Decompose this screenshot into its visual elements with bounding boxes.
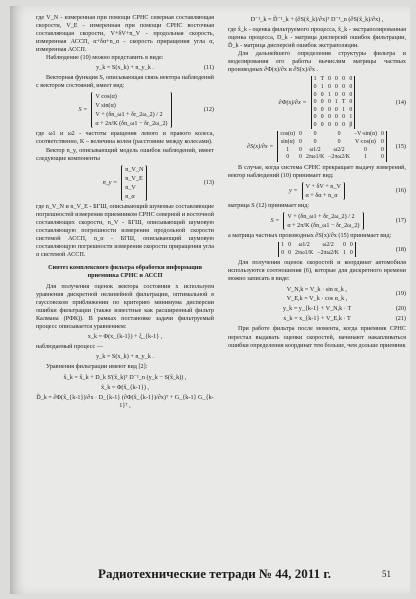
- equation-number: (15): [395, 142, 406, 150]
- equation-16: y = V + δV + n_V α + δα + n_α (16): [289, 182, 406, 199]
- equation-12: [36, 92, 214, 128]
- paragraph: В случае, когда система СРНС прекращает выдачу измерений, вектор наблюдений (10) принимает вид:: [228, 163, 406, 179]
- vector-y: [302, 182, 345, 200]
- vector-row: α + δα + n_α: [305, 191, 338, 199]
- paragraph: где n_V_N и n_V_E - БГШ, описывающий шумовые составляющие погрешностей измерения приемником СРНС северной и восточной составляющих скорости, n_V - БГШ, описывающий шумовую составляющую погрешности измерения продольной скорости системой АССП, n_α - БГШ, описывающий шумовую составляющую погрешности измерения скорости приращения угла α системой АССП.: [36, 202, 214, 258]
- paragraph: матрица S (12) принимает вид:: [228, 201, 310, 209]
- paragraph: При работе фильтра после момента, когда приемник СРНС перестал выдавать оценки скоростей, начинают накапливаться ошибки определения координат тем больше, чем дольше приемник: [228, 325, 406, 349]
- vector-ny: [121, 165, 147, 201]
- paragraph: Уравнения фильтрации имеют вид [2]:: [46, 363, 148, 371]
- vector-row: α + 2π/K (δn_ω1 − δr_2ω_2): [95, 120, 168, 128]
- equation-text: y_k = S(x_k) + n_y_k .: [96, 64, 154, 72]
- equation-lhs: S =: [78, 106, 88, 114]
- vector-row: V sin(α): [95, 102, 116, 110]
- equation-text: V_E,k = V_k · cos α_k ,: [286, 295, 348, 303]
- equation-number: (13): [203, 178, 214, 186]
- paragraph: где V_N - измеренная при помощи СРНС северная составляющая скорости, V_E - измеренная при помощи СРНС восточная составляющая скорости, V+δV+n_V - продольная скорость, измеренная АССП, α+δα+n_α - скорость приращения угла α, измеренная АССП.: [36, 14, 214, 54]
- equation-number: (20): [395, 305, 406, 313]
- paragraph: Для получения оценок вектора состояния x используем уравнения дискретной нелинейной фильтрации, оптимальной в гауссовском приближении по критерию минимума дисперсии ошибки фильтрации (также известные как расширенный фильтр Калмана (РФК)). В рамках постановке задачи фильтруемый процесс описывается уравнением:: [36, 283, 214, 331]
- equation-19: [228, 285, 406, 303]
- equation-text: V_N,k = V_k · sin α_k ,: [286, 286, 347, 294]
- equation-number: (17): [395, 216, 406, 224]
- equation-lhs: ∂S(x)/∂x =: [247, 142, 274, 150]
- equation-number: (19): [395, 290, 406, 298]
- equation-lhs: ∂Φ(x)/∂x =: [278, 98, 307, 106]
- vector-row: V + (δn_ω1 + δr_2ω_2) / 2: [95, 111, 163, 119]
- equation-process: x_k = Φ(x_{k-1}) + ξ_{k-1} ,: [87, 333, 163, 341]
- vector-row: n_V_N: [125, 165, 144, 173]
- equation-text: x_k = x_{k-1} + V_E,k · T: [283, 315, 351, 323]
- equation-number: (11): [203, 64, 214, 72]
- paragraph: Для получения оценок скоростей и координат автомобиля используются соотношения (6), которые для дискретного времени можно записать в виде:: [228, 259, 406, 283]
- equation-15: [228, 131, 406, 161]
- equation-observation: y_k = S(x_k) + n_y_k .: [96, 353, 154, 361]
- equation-21: [228, 315, 406, 323]
- equation-number: (16): [395, 186, 406, 194]
- vector-row: V + (δn_ω1 + δr_2ω_2) / 2: [287, 213, 355, 220]
- equation-20: [228, 305, 406, 313]
- equation-18: [228, 242, 406, 257]
- paragraph: наблюдаемый процесс —: [36, 343, 103, 351]
- journal-page: [10, 6, 410, 594]
- vector-row: V + δV + n_V: [305, 182, 341, 190]
- journal-footer: Радиотехнические тетради № 44, 2011 г.: [98, 566, 332, 581]
- paragraph: где ω1 и ω2 - частоты вращения левого и правого колеса, соответственно, K – величина колеи (расстояние между колесами).: [36, 130, 214, 146]
- matrix-dS-reduced: 1 0 ω1/2 ω2/2 0 0 0 0 2πω1/K −2πω2/K 1 0: [278, 242, 356, 257]
- page-number: 51: [382, 569, 391, 579]
- equation-number: (21): [395, 315, 406, 323]
- vector-s: [91, 92, 171, 128]
- paragraph: Вектор n_y, описывающий модель ошибок наблюдений, имеет следующие компоненты: [36, 146, 214, 162]
- equation-number: (12): [203, 106, 214, 114]
- left-column: [36, 14, 214, 412]
- paragraph: а матрица частных производных ∂S(x)/∂x (15) принимает вид:: [228, 232, 392, 239]
- right-column: [228, 14, 406, 350]
- matrix-dS: cos(α) 0 0 0 −V·sin(α) 0 sin(α) 0 0 0 V·cos(α) 0 1 0 ω1/2 ω2/2 0 0 0 0 2πω1/K −2πω2/K 1 0: [277, 131, 386, 161]
- equation-14: [228, 76, 406, 129]
- paragraph: Для дальнейшего определения структуры фильтра и моделирования его работы вычислим матрицы частных производных ∂Φ(x)/∂x и ∂S(x)/∂x .: [228, 50, 406, 74]
- equation-11: [36, 64, 214, 72]
- section-heading: Синтез комплексного фильтра обработки информации приемника СРНС и АССП: [48, 263, 202, 279]
- equation-lhs: n_y =: [102, 178, 118, 186]
- vector-row: n_V_E: [125, 174, 143, 182]
- vector-row: n_V: [125, 183, 136, 191]
- equation-17: S = V + (δn_ω1 + δr_2ω_2) / 2 α + 2π/K (δn_ω1 − δr_2ω_2) (17): [270, 213, 406, 229]
- paragraph: Наблюдение (10) можно представить в виде:: [46, 54, 164, 62]
- paragraph: где x̂_k - оценка фильтруемого процесса, x̃_k - экстраполированная оценка процесса, D_k - матрица дисперсий ошибок фильтрации, D̃_k - матрица дисперсий ошибок экстраполяции.: [228, 26, 406, 50]
- vector-row: n_α: [125, 192, 135, 200]
- vector-row: V cos(α): [95, 93, 117, 101]
- vector-row: α + 2π/K (δn_ω1 − δr_2ω_2): [287, 222, 360, 229]
- equation-text: y_k = y_{k-1} + V_N,k · T: [282, 305, 352, 313]
- equation-13: [36, 165, 214, 201]
- filter-equation: D̃_k = ∂Φ(x̂_{k-1})/∂x · D_{k-1} (∂Φ(x̂_{k-1})/∂x)ᵀ + G_{k-1} G_{k-1}ᵀ ,: [36, 393, 214, 409]
- matrix-phi: 1 T 0 0 0 0 0 1 0 0 0 0 0 0 1 0 0 0 0 0 0 1 T 0 0 0 0 0 1 0 0 0 0 0 0 1 0 0 0 0 0 β: [311, 76, 356, 129]
- paragraph: Векторная функция S, описывающая связь вектора наблюдений с вектором состояний, имеет вид:: [36, 74, 214, 90]
- filter-equation: D⁻¹_k = D̃⁻¹_k + (∂S(x̃_k)/∂x)ᵀ D⁻¹_n (∂S(x̃_k)/∂x) ,: [250, 16, 384, 23]
- vector-s-reduced: [283, 212, 363, 230]
- filter-equation: x̃_k = Φ(x̂_{k-1}) ,: [101, 383, 149, 391]
- equation-number: (14): [395, 98, 406, 106]
- filter-equation: x̂_k = x̂_k + D_k S'(x̂_k)ᵀ D⁻¹_n (y_k − S(x̂_k)) ,: [63, 373, 187, 381]
- equation-number: (18): [395, 245, 406, 253]
